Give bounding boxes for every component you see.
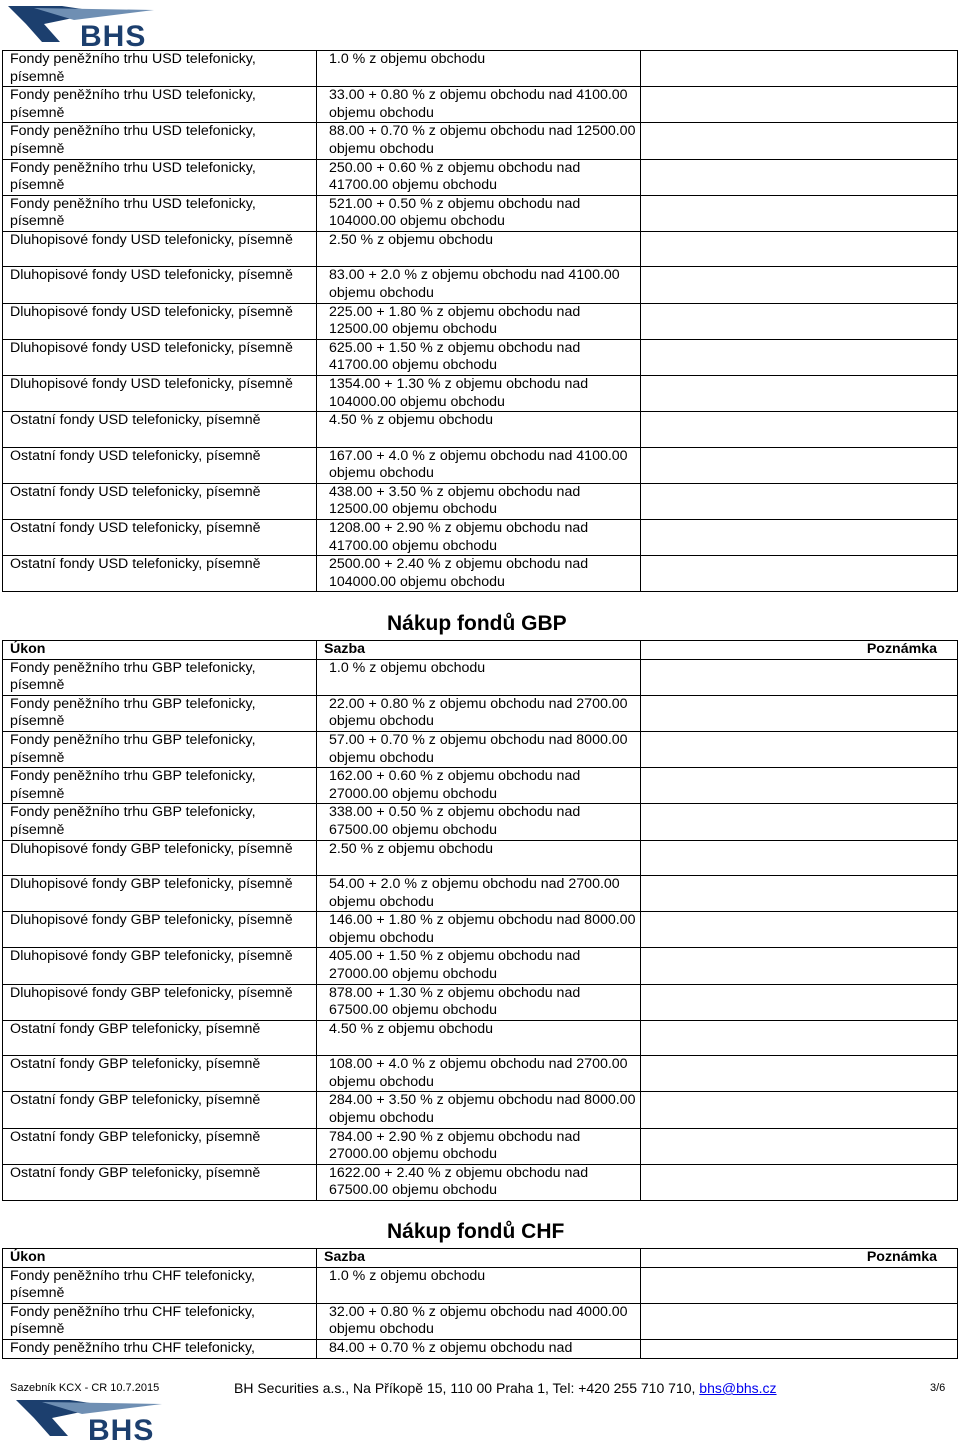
fee-note-cell bbox=[641, 1020, 958, 1056]
fee-action-cell: Dluhopisové fondy GBP telefonicky, písemně bbox=[3, 912, 317, 948]
fee-note-cell bbox=[641, 195, 958, 231]
fee-note-cell bbox=[641, 984, 958, 1020]
fee-action-cell: Fondy peněžního trhu CHF telefonicky, písemně bbox=[3, 1303, 317, 1339]
fee-row bbox=[3, 1303, 958, 1339]
fee-row bbox=[3, 1164, 958, 1200]
footer-email-link[interactable]: bhs@bhs.cz bbox=[699, 1380, 777, 1396]
fee-note-cell bbox=[641, 1056, 958, 1092]
gbp-section-title: Nákup fondů GBP bbox=[387, 612, 567, 635]
fee-rate-cell: 108.00 + 4.0 % z objemu obchodu nad 2700.00 objemu obchodu bbox=[317, 1056, 641, 1092]
fee-row bbox=[3, 87, 958, 123]
fee-row bbox=[3, 339, 958, 375]
fee-action-cell: Dluhopisové fondy USD telefonicky, písemně bbox=[3, 231, 317, 267]
fee-note-cell bbox=[641, 447, 958, 483]
fee-note-cell bbox=[641, 1164, 958, 1200]
fee-note-cell bbox=[641, 87, 958, 123]
fee-rate-cell: 1354.00 + 1.30 % z objemu obchodu nad 104000.00 objemu obchodu bbox=[317, 376, 641, 412]
fee-rate-cell: 162.00 + 0.60 % z objemu obchodu nad 27000.00 objemu obchodu bbox=[317, 768, 641, 804]
fee-row bbox=[3, 1339, 958, 1358]
fee-action-cell: Fondy peněžního trhu USD telefonicky, písemně bbox=[3, 123, 317, 159]
fee-rate-cell: 2.50 % z objemu obchodu bbox=[317, 840, 641, 876]
fee-note-cell bbox=[641, 483, 958, 519]
fee-rate-cell: 625.00 + 1.50 % z objemu obchodu nad 41700.00 objemu obchodu bbox=[317, 339, 641, 375]
fee-note-cell bbox=[641, 804, 958, 840]
fee-rate-cell: 1.0 % z objemu obchodu bbox=[317, 659, 641, 695]
fee-action-cell: Dluhopisové fondy USD telefonicky, písemně bbox=[3, 376, 317, 412]
fee-row bbox=[3, 659, 958, 695]
fee-rate-cell: 250.00 + 0.60 % z objemu obchodu nad 41700.00 objemu obchodu bbox=[317, 159, 641, 195]
fee-rate-cell: 338.00 + 0.50 % z objemu obchodu nad 67500.00 objemu obchodu bbox=[317, 804, 641, 840]
fee-row bbox=[3, 303, 958, 339]
fee-row bbox=[3, 376, 958, 412]
fee-row bbox=[3, 1128, 958, 1164]
fee-rate-cell: 1.0 % z objemu obchodu bbox=[317, 51, 641, 87]
fee-action-cell: Dluhopisové fondy GBP telefonicky, písemně bbox=[3, 876, 317, 912]
fee-action-cell: Dluhopisové fondy GBP telefonicky, písemně bbox=[3, 984, 317, 1020]
fee-row bbox=[3, 1092, 958, 1128]
bhs-logo bbox=[4, 2, 184, 50]
column-header-poznamka: Poznámka bbox=[641, 1249, 958, 1268]
fee-row bbox=[3, 267, 958, 303]
fee-action-cell: Fondy peněžního trhu USD telefonicky, písemně bbox=[3, 159, 317, 195]
column-header-sazba: Sazba bbox=[317, 641, 641, 660]
fee-row bbox=[3, 948, 958, 984]
fee-row bbox=[3, 912, 958, 948]
fee-action-cell: Fondy peněžního trhu USD telefonicky, písemně bbox=[3, 87, 317, 123]
fee-note-cell bbox=[641, 159, 958, 195]
column-header-poznamka: Poznámka bbox=[641, 641, 958, 660]
fee-action-cell: Ostatní fondy GBP telefonicky, písemně bbox=[3, 1128, 317, 1164]
footer-company-text: BH Securities a.s., Na Příkopě 15, 110 00 Praha 1, Tel: +420 255 710 710, bbox=[234, 1380, 700, 1396]
bhs-logo-footer bbox=[12, 1396, 192, 1444]
usd-fees-body bbox=[3, 51, 958, 592]
gbp-header-row bbox=[3, 641, 958, 660]
fee-row bbox=[3, 556, 958, 592]
fee-action-cell: Ostatní fondy USD telefonicky, písemně bbox=[3, 447, 317, 483]
fee-row bbox=[3, 412, 958, 448]
chf-header-row bbox=[3, 1249, 958, 1268]
fee-action-cell: Fondy peněžního trhu CHF telefonicky, písemně bbox=[3, 1267, 317, 1303]
fee-note-cell bbox=[641, 1303, 958, 1339]
fee-row bbox=[3, 123, 958, 159]
chf-section-title: Nákup fondů CHF bbox=[387, 1220, 565, 1243]
fee-row bbox=[3, 768, 958, 804]
fee-action-cell: Dluhopisové fondy USD telefonicky, písemně bbox=[3, 303, 317, 339]
fee-row bbox=[3, 804, 958, 840]
fee-action-cell: Ostatní fondy GBP telefonicky, písemně bbox=[3, 1092, 317, 1128]
bhs-logo-text: BHS bbox=[80, 20, 147, 50]
fee-rate-cell: 784.00 + 2.90 % z objemu obchodu nad 27000.00 objemu obchodu bbox=[317, 1128, 641, 1164]
fee-note-cell bbox=[641, 231, 958, 267]
fee-rate-cell: 4.50 % z objemu obchodu bbox=[317, 1020, 641, 1056]
fee-row bbox=[3, 195, 958, 231]
fee-rate-cell: 167.00 + 4.0 % z objemu obchodu nad 4100.00 objemu obchodu bbox=[317, 447, 641, 483]
fee-rate-cell: 83.00 + 2.0 % z objemu obchodu nad 4100.00 objemu obchodu bbox=[317, 267, 641, 303]
column-header-ukon: Úkon bbox=[3, 641, 317, 660]
fee-rate-cell: 88.00 + 0.70 % z objemu obchodu nad 12500.00 objemu obchodu bbox=[317, 123, 641, 159]
footer-document-id: Sazebník KCX - CR 10.7.2015 bbox=[10, 1382, 160, 1394]
column-header-sazba: Sazba bbox=[317, 1249, 641, 1268]
fee-note-cell bbox=[641, 303, 958, 339]
fee-action-cell: Ostatní fondy GBP telefonicky, písemně bbox=[3, 1020, 317, 1056]
fee-rate-cell: 521.00 + 0.50 % z objemu obchodu nad 104000.00 objemu obchodu bbox=[317, 195, 641, 231]
fee-note-cell bbox=[641, 1128, 958, 1164]
fee-action-cell: Fondy peněžního trhu GBP telefonicky, písemně bbox=[3, 695, 317, 731]
chf-fees-table bbox=[2, 1248, 958, 1359]
fee-note-cell bbox=[641, 339, 958, 375]
fee-action-cell: Ostatní fondy USD telefonicky, písemně bbox=[3, 520, 317, 556]
fee-note-cell bbox=[641, 1339, 958, 1358]
fee-rate-cell: 2500.00 + 2.40 % z objemu obchodu nad 104000.00 objemu obchodu bbox=[317, 556, 641, 592]
fee-note-cell bbox=[641, 123, 958, 159]
fee-row bbox=[3, 840, 958, 876]
fee-note-cell bbox=[641, 840, 958, 876]
fee-action-cell: Fondy peněžního trhu GBP telefonicky, písemně bbox=[3, 731, 317, 767]
fee-action-cell: Dluhopisové fondy USD telefonicky, písemně bbox=[3, 339, 317, 375]
fee-note-cell bbox=[641, 376, 958, 412]
fee-action-cell: Ostatní fondy USD telefonicky, písemně bbox=[3, 483, 317, 519]
fee-row bbox=[3, 447, 958, 483]
fee-rate-cell: 54.00 + 2.0 % z objemu obchodu nad 2700.00 objemu obchodu bbox=[317, 876, 641, 912]
fee-rate-cell: 284.00 + 3.50 % z objemu obchodu nad 8000.00 objemu obchodu bbox=[317, 1092, 641, 1128]
column-header-ukon: Úkon bbox=[3, 1249, 317, 1268]
fee-note-cell bbox=[641, 948, 958, 984]
fee-row bbox=[3, 51, 958, 87]
fee-rate-cell: 2.50 % z objemu obchodu bbox=[317, 231, 641, 267]
fee-row bbox=[3, 731, 958, 767]
fee-action-cell: Dluhopisové fondy USD telefonicky, písemně bbox=[3, 267, 317, 303]
fee-row bbox=[3, 159, 958, 195]
fee-note-cell bbox=[641, 556, 958, 592]
fee-action-cell: Ostatní fondy USD telefonicky, písemně bbox=[3, 412, 317, 448]
fee-action-cell: Fondy peněžního trhu GBP telefonicky, písemně bbox=[3, 768, 317, 804]
fee-action-cell: Dluhopisové fondy GBP telefonicky, písemně bbox=[3, 948, 317, 984]
fee-row bbox=[3, 695, 958, 731]
footer-page-number: 3/6 bbox=[930, 1382, 946, 1394]
fee-row bbox=[3, 483, 958, 519]
fee-row bbox=[3, 984, 958, 1020]
chf-fees-body bbox=[3, 1267, 958, 1358]
fee-rate-cell: 84.00 + 0.70 % z objemu obchodu nad bbox=[317, 1339, 641, 1358]
fee-rate-cell: 878.00 + 1.30 % z objemu obchodu nad 67500.00 objemu obchodu bbox=[317, 984, 641, 1020]
fee-rate-cell: 4.50 % z objemu obchodu bbox=[317, 412, 641, 448]
fee-note-cell bbox=[641, 912, 958, 948]
usd-fees-table bbox=[2, 50, 958, 592]
fee-note-cell bbox=[641, 768, 958, 804]
fee-row bbox=[3, 231, 958, 267]
fee-row bbox=[3, 1267, 958, 1303]
fee-rate-cell: 1208.00 + 2.90 % z objemu obchodu nad 41700.00 objemu obchodu bbox=[317, 520, 641, 556]
fee-action-cell: Fondy peněžního trhu USD telefonicky, písemně bbox=[3, 51, 317, 87]
fee-action-cell: Fondy peněžního trhu USD telefonicky, písemně bbox=[3, 195, 317, 231]
fee-row bbox=[3, 876, 958, 912]
bhs-logo-footer-text: BHS bbox=[88, 1414, 155, 1444]
fee-action-cell: Fondy peněžního trhu GBP telefonicky, písemně bbox=[3, 804, 317, 840]
fee-row bbox=[3, 520, 958, 556]
fee-rate-cell: 438.00 + 3.50 % z objemu obchodu nad 12500.00 objemu obchodu bbox=[317, 483, 641, 519]
fee-rate-cell: 33.00 + 0.80 % z objemu obchodu nad 4100.00 objemu obchodu bbox=[317, 87, 641, 123]
fee-note-cell bbox=[641, 412, 958, 448]
fee-rate-cell: 57.00 + 0.70 % z objemu obchodu nad 8000.00 objemu obchodu bbox=[317, 731, 641, 767]
fee-rate-cell: 146.00 + 1.80 % z objemu obchodu nad 8000.00 objemu obchodu bbox=[317, 912, 641, 948]
gbp-fees-table bbox=[2, 640, 958, 1201]
fee-rate-cell: 405.00 + 1.50 % z objemu obchodu nad 27000.00 objemu obchodu bbox=[317, 948, 641, 984]
fee-action-cell: Fondy peněžního trhu GBP telefonicky, písemně bbox=[3, 659, 317, 695]
fee-action-cell: Fondy peněžního trhu CHF telefonicky, bbox=[3, 1339, 317, 1358]
fee-note-cell bbox=[641, 1267, 958, 1303]
gbp-fees-body bbox=[3, 659, 958, 1200]
fee-action-cell: Ostatní fondy GBP telefonicky, písemně bbox=[3, 1164, 317, 1200]
fee-action-cell: Ostatní fondy GBP telefonicky, písemně bbox=[3, 1056, 317, 1092]
fee-note-cell bbox=[641, 51, 958, 87]
fee-note-cell bbox=[641, 695, 958, 731]
fee-note-cell bbox=[641, 659, 958, 695]
fee-note-cell bbox=[641, 520, 958, 556]
fee-rate-cell: 22.00 + 0.80 % z objemu obchodu nad 2700.00 objemu obchodu bbox=[317, 695, 641, 731]
fee-note-cell bbox=[641, 1092, 958, 1128]
footer-company-info bbox=[234, 1380, 777, 1396]
fee-action-cell: Dluhopisové fondy GBP telefonicky, písemně bbox=[3, 840, 317, 876]
fee-rate-cell: 1.0 % z objemu obchodu bbox=[317, 1267, 641, 1303]
fee-row bbox=[3, 1056, 958, 1092]
fee-rate-cell: 225.00 + 1.80 % z objemu obchodu nad 12500.00 objemu obchodu bbox=[317, 303, 641, 339]
fee-note-cell bbox=[641, 876, 958, 912]
fee-rate-cell: 1622.00 + 2.40 % z objemu obchodu nad 67500.00 objemu obchodu bbox=[317, 1164, 641, 1200]
fee-rate-cell: 32.00 + 0.80 % z objemu obchodu nad 4000.00 objemu obchodu bbox=[317, 1303, 641, 1339]
fee-action-cell: Ostatní fondy USD telefonicky, písemně bbox=[3, 556, 317, 592]
fee-note-cell bbox=[641, 731, 958, 767]
fee-row bbox=[3, 1020, 958, 1056]
fee-note-cell bbox=[641, 267, 958, 303]
